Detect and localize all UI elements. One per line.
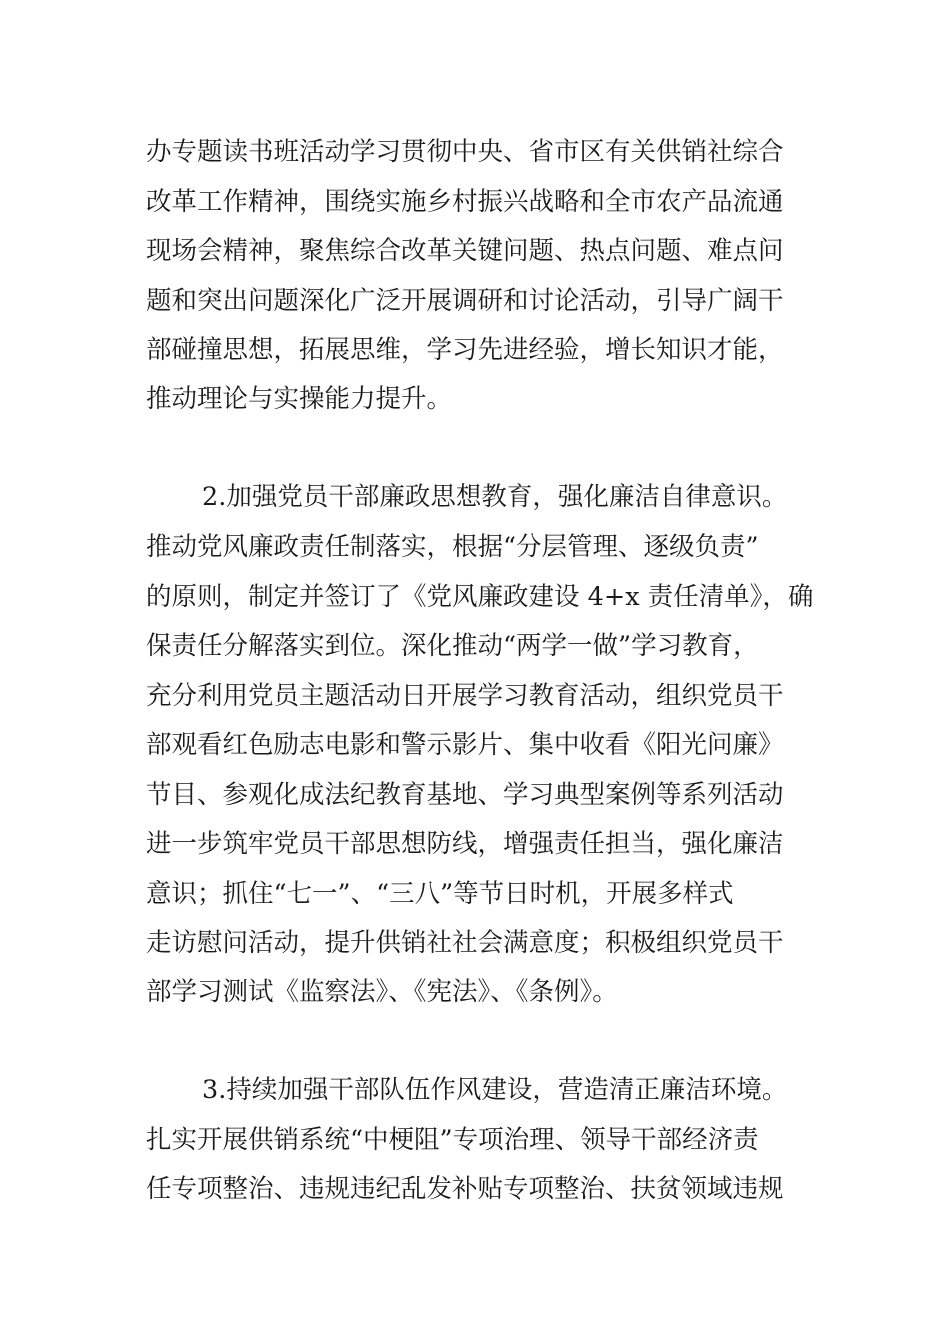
paragraph-1-line-4: 题和突出问题深化广泛开展调研和讨论活动，引导广阔干 (146, 286, 784, 316)
paragraph-2-line-2: 推动党风廉政责任制落实，根据“分层管理、逐级负责” (146, 532, 759, 562)
paragraph-3-heading: 3.持续加强干部队伍作风建设，营造清正廉洁环境。 (202, 1075, 788, 1105)
paragraph-2-line-6: 部观看红色励志电影和警示影片、集中收看《阳光问廉》 (146, 730, 784, 760)
paragraph-2-heading: 2.加强党员干部廉政思想教育，强化廉洁自律意识。 (202, 482, 788, 512)
paragraph-1-line-6: 推动理论与实操能力提升。 (146, 384, 453, 414)
paragraph-2-line-4: 保责任分解落实到位。深化推动“两学一做”学习教育， (146, 631, 759, 661)
paragraph-2-line-7: 节目、参观化成法纪教育基地、学习典型案例等系列活动 (146, 780, 784, 810)
paragraph-2-line-11: 部学习测试《监察法》、《宪法》、《条例》。 (146, 977, 618, 1007)
paragraph-3-line-3: 任专项整治、违规违纪乱发补贴专项整治、扶贫领域违规 (146, 1174, 784, 1204)
paragraph-1-line-5: 部碰撞思想，拓展思维，学习先进经验，增长知识才能， (146, 335, 784, 365)
paragraph-2-line-10: 走访慰问活动，提升供销社社会满意度；积极组织党员干 (146, 928, 784, 958)
paragraph-2-line-5: 充分利用党员主题活动日开展学习教育活动，组织党员干 (146, 681, 784, 711)
paragraph-2-line-9: 意识；抓住“七一”、“三八”等节日时机，开展多样式 (146, 879, 734, 909)
paragraph-1-line-1: 办专题读书班活动学习贯彻中央、省市区有关供销社综合 (146, 137, 784, 167)
paragraph-1-line-2: 改革工作精神，围绕实施乡村振兴战略和全市农产品流通 (146, 187, 784, 217)
paragraph-2-line-3: 的原则，制定并签订了《党风廉政建设 4+x 责任清单》，确 (146, 582, 814, 612)
paragraph-1-line-3: 现场会精神，聚焦综合改革关键问题、热点问题、难点问 (146, 236, 784, 266)
paragraph-2-line-8: 进一步筑牢党员干部思想防线，增强责任担当，强化廉洁 (146, 829, 784, 859)
paragraph-3-line-2: 扎实开展供销系统“中梗阻”专项治理、领导干部经济责 (146, 1125, 759, 1155)
